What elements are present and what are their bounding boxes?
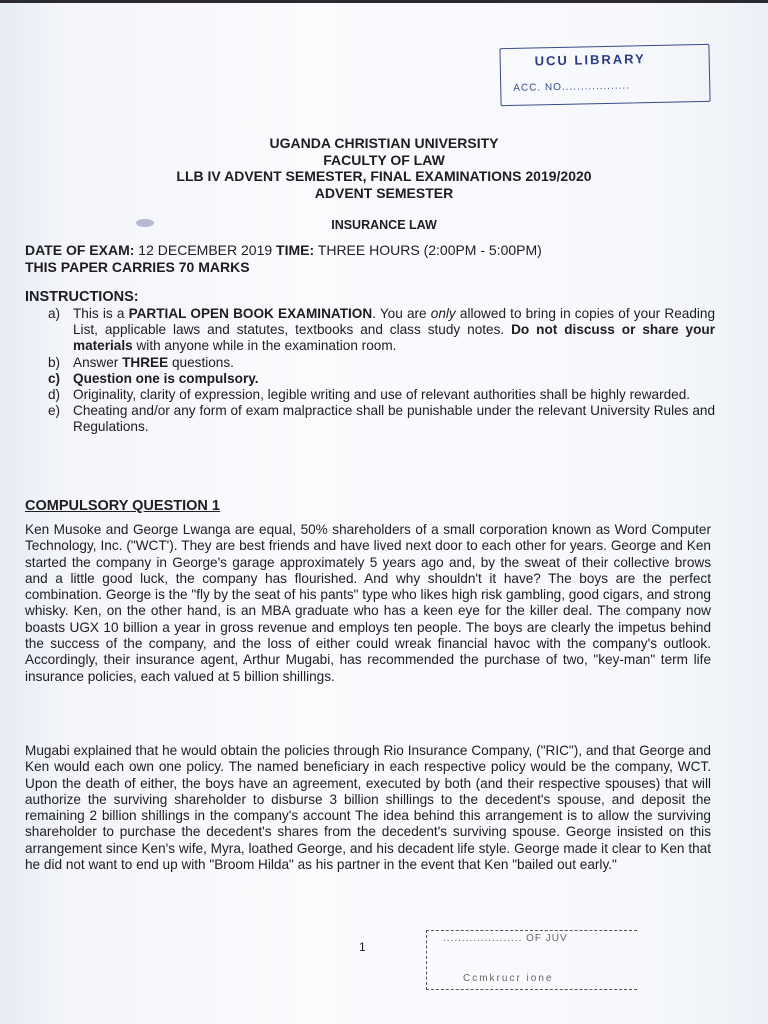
instruction-italic: only [430, 306, 456, 321]
instruction-c [25, 371, 715, 387]
instruction-marker: e) [48, 403, 61, 419]
instruction-text: Answer [73, 354, 123, 370]
question-title: COMPULSORY QUESTION 1 [25, 498, 220, 514]
time-label: TIME: [276, 242, 315, 258]
instruction-text: questions. [168, 354, 234, 370]
semester-title: ADVENT SEMESTER [314, 184, 454, 201]
instructions-section [25, 289, 715, 436]
instruction-e [25, 403, 715, 435]
course-title: INSURANCE LAW [331, 218, 437, 232]
bottom-stamp-line1: ..................... OF JUV [443, 933, 568, 944]
exam-header [0, 135, 768, 201]
page-number: 1 [359, 940, 366, 954]
instruction-b [25, 355, 715, 371]
instruction-marker: a) [48, 306, 61, 321]
instruction-text: Cheating and/or any form of exam malpractice shall be punishable under the relevant University Rules and Regulations. [73, 403, 715, 435]
paper-marks: THIS PAPER CARRIES 70 MARKS [25, 259, 250, 275]
question-paragraph-2: Mugabi explained that he would obtain the policies through Rio Insurance Company, ("RIC"), and that George and Ken would each own one policy. The named beneficiary in each respective policy would be the company, WCT. Upon the death of either, the boys have an agreement, executed by both (and their respective spouses) that will authorize the surviving shareholder to disburse 3 billion shillings to the decedent's spouse, and deposit the remaining 2 billion shillings in the company's account The idea behind this arrangement is to allow the surviving shareholder to purchase the decedent's shares from the decedent's surviving spouse. George insisted on this arrangement since Ken's wife, Myra, loathed George, and his decadent life style. George made it clear to Ken that he did not want to end up with "Broom Hilda" as his partner in the event that Ken "bailed out early." [25, 743, 711, 873]
library-stamp-acc-no: ACC. NO.................. [513, 80, 631, 94]
faculty-name: FACULTY OF LAW [323, 151, 445, 168]
instruction-bold: Question one is compulsory. [73, 370, 259, 386]
instruction-marker: b) [48, 354, 61, 370]
instruction-bold: THREE [122, 354, 169, 370]
time-value: THREE HOURS (2:00PM - 5:00PM) [314, 242, 542, 258]
question-paragraph-1: Ken Musoke and George Lwanga are equal, 50% shareholders of a small corporation known as Word Computer Technology, Inc. ("WCT'). They are best friends and have lived next door to each other for years. George and Ken started the company in George's garage approximately 5 years ago and, by the sweat of their collective brows and a little good luck, the company has flourished. And why shouldn't it have? The boys are the perfect combination. George is the "fly by the seat of his pants" type who likes high risk gambling, good cigars, and strong whisky. Ken, on the other hand, is an MBA graduate who has a keen eye for the killer deal. The company now boasts UGX 10 billion a year in gross revenue and employs ten people. The boys are clearly the impetus behind the success of the company, and the loss of either could wreak financial havoc with the company's outlook. Accordingly, their insurance agent, Arthur Mugabi, has recommended the purchase of two, "key-man" term life insurance policies, each valued at 5 billion shillings. [25, 522, 711, 684]
instruction-bold: Do not discuss or share your materials [73, 322, 715, 354]
instructions-list [25, 306, 715, 436]
instruction-text: Originality, clarity of expression, legible writing and use of relevant authorities shall be highly rewarded. [73, 387, 691, 403]
instructions-heading: INSTRUCTIONS: [25, 289, 139, 305]
instruction-a [25, 306, 715, 355]
instruction-text: This is a [73, 306, 129, 321]
bottom-stamp [426, 930, 637, 990]
top-edge-line [0, 0, 768, 3]
library-stamp [499, 44, 710, 106]
instruction-marker: d) [48, 387, 61, 403]
bottom-stamp-line2: Ccmkrucr ione [463, 973, 554, 984]
date-label: DATE OF EXAM: [25, 242, 135, 258]
instruction-marker: c) [48, 370, 61, 386]
course-title-wrap [0, 218, 768, 232]
date-value: 12 DECEMBER 2019 [134, 242, 277, 258]
instruction-bold: PARTIAL OPEN BOOK EXAMINATION [128, 306, 373, 321]
library-stamp-title: UCU LIBRARY [534, 51, 646, 69]
instruction-text: with anyone while in the examination room. [132, 338, 397, 354]
instruction-d [25, 387, 715, 403]
instruction-text: . You are [372, 306, 431, 321]
university-name: UGANDA CHRISTIAN UNIVERSITY [269, 135, 499, 151]
exam-date-time [25, 242, 542, 258]
exam-title: LLB IV ADVENT SEMESTER, FINAL EXAMINATIONS 2019/2020 [176, 168, 592, 184]
instruction-text: allowed to bring in copies of your Reading List, applicable laws and statutes, textbooks and class study notes. [73, 306, 716, 338]
